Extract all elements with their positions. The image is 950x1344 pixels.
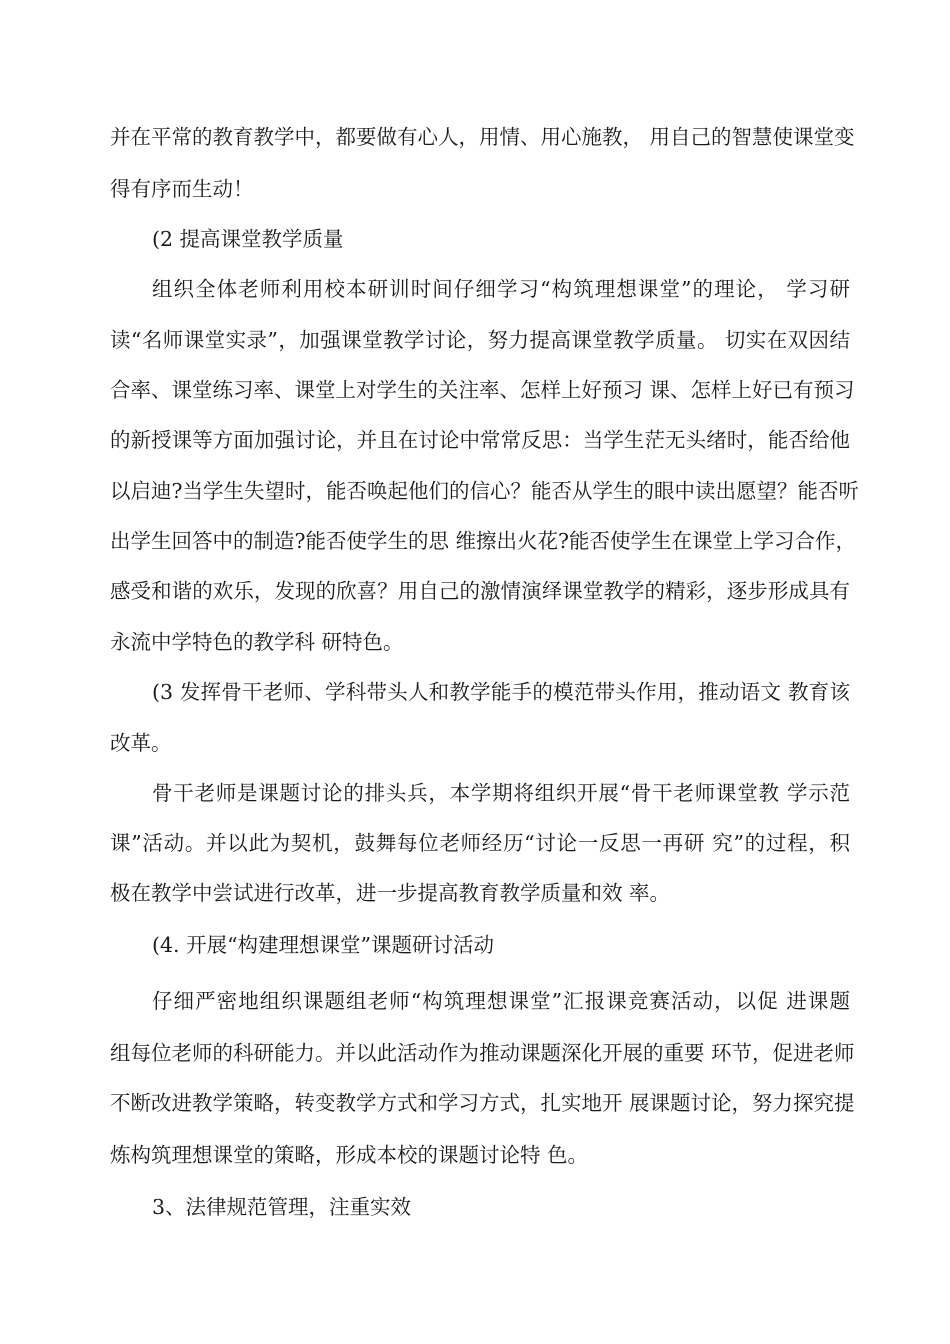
text-line: 的新授课等方面加强讨论，并且在讨论中常常反思：当学生茫无头绪时，能否给他 bbox=[110, 428, 850, 452]
text-line: 骨干老师是课题讨论的排头兵，本学期将组织开展“骨干老师课堂教 学示范 bbox=[152, 781, 850, 805]
text-line: 组每位老师的科研能力。并以此活动作为推动课题深化开展的重要 环节，促进老师 bbox=[110, 1041, 855, 1065]
text-line: 读“名师课堂实录”，加强课堂教学讨论，努力提高课堂教学质量。 切实在双因结 bbox=[110, 328, 850, 352]
text-line: 不断改进教学策略，转变教学方式和学习方式，扎实地开 展课题讨论，努力探究提 bbox=[110, 1091, 855, 1115]
section-heading: (2 提高课堂教学质量 bbox=[152, 227, 344, 251]
text-line: 炼构筑理想课堂的策略，形成本校的课题讨论特 色。 bbox=[110, 1143, 589, 1167]
text-line: 仔细严密地组织课题组老师“构筑理想课堂”汇报课竞赛活动，以促 进课题 bbox=[152, 989, 850, 1013]
text-line: 组织全体老师利用校本研训时间仔细学习“构筑理想课堂”的理论， 学习研 bbox=[152, 277, 850, 301]
text-line: 改革。 bbox=[110, 731, 172, 755]
text-line: 课”活动。并以此为契机，鼓舞每位老师经历“讨论一反思一再研 究”的过程，积 bbox=[110, 831, 850, 855]
section-heading: 3、法律规范管理，注重实效 bbox=[152, 1195, 412, 1219]
text-line: 感受和谐的欢乐，发现的欣喜？用自己的激情演绎课堂教学的精彩，逐步形成具有 bbox=[110, 579, 850, 603]
text-line: 合率、课堂练习率、课堂上对学生的关注率、怎样上好预习 课、怎样上好已有预习 bbox=[110, 378, 855, 402]
text-line: 得有序而生动！ bbox=[110, 177, 254, 201]
text-line: 永流中学特色的教学科 研特色。 bbox=[110, 630, 404, 654]
text-line: 极在教学中尝试进行改革，进一步提高教育教学质量和效 率。 bbox=[110, 881, 671, 905]
text-line: 并在平常的教育教学中，都要做有心人，用情、用心施教， 用自己的智慧使课堂变 bbox=[110, 125, 855, 149]
section-heading: (4. 开展“构建理想课堂”课题研讨活动 bbox=[152, 933, 495, 957]
section-heading: (3 发挥骨干老师、学科带头人和教学能手的模范带头作用，推动语文 教育该 bbox=[152, 680, 850, 704]
text-line: 出学生回答中的制造?能否使学生的思 维擦出火花?能否使学生在课堂上学习合作， bbox=[110, 529, 856, 553]
text-line: 以启迪?当学生失望时，能否唤起他们的信心？能否从学生的眼中读出愿望？能否听 bbox=[110, 479, 859, 503]
